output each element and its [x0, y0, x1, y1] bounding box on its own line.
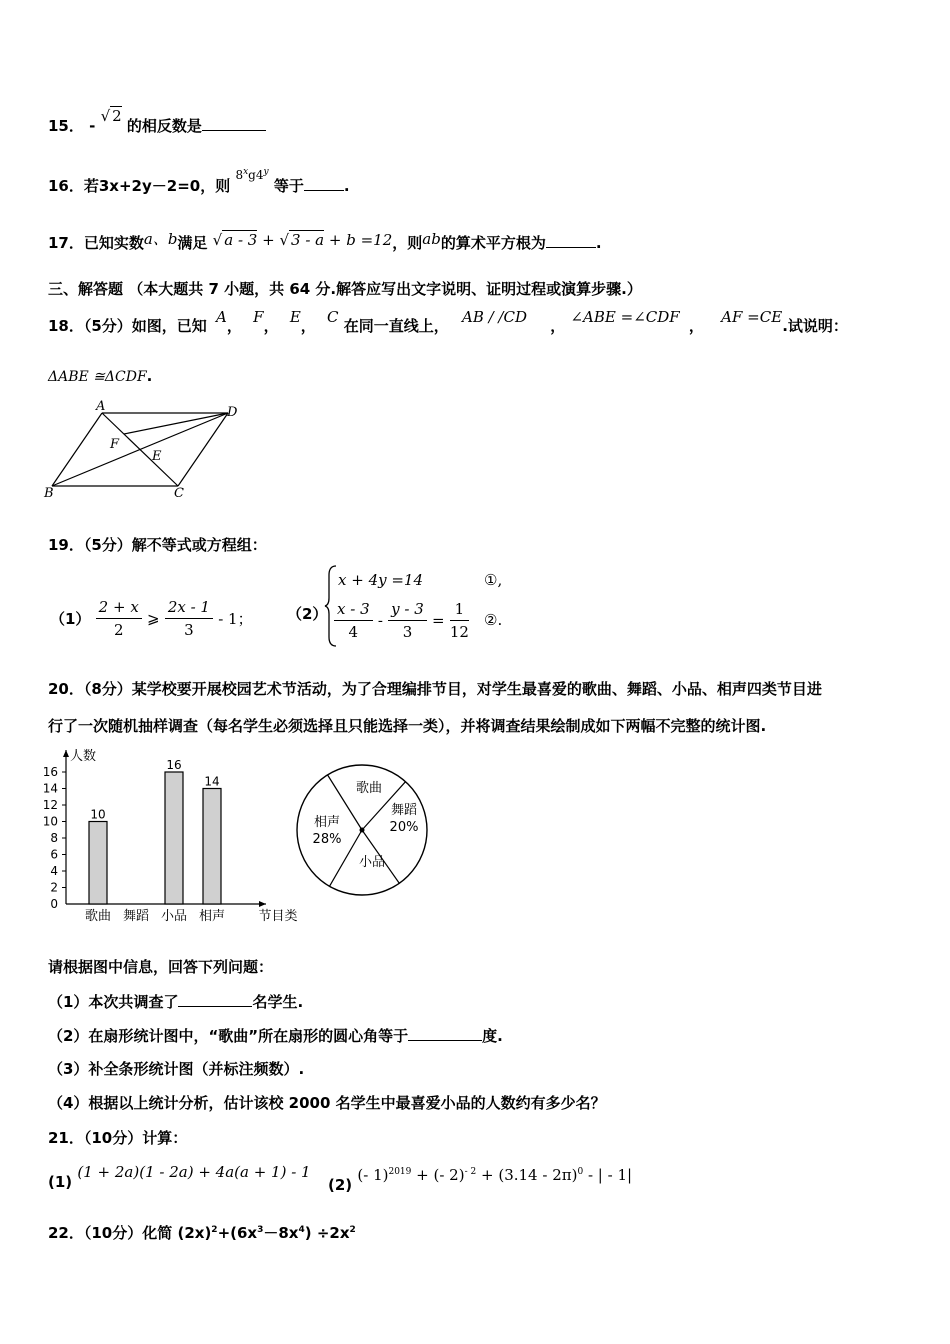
- question-22: [48, 1220, 356, 1243]
- q17-vars: a、b: [143, 230, 178, 248]
- q16-exp-x: x: [243, 167, 249, 177]
- q19-e2-minus: -: [377, 611, 383, 630]
- x-tick-label: 相声: [198, 909, 226, 924]
- q18-comma-1: ，: [226, 317, 242, 335]
- pie-label-小品: 小品: [358, 855, 386, 870]
- x-axis-label: 节目类: [258, 909, 298, 924]
- q17-period: .: [595, 234, 602, 252]
- q17-ab: ab: [422, 230, 441, 248]
- q16-tail: 等于: [273, 177, 304, 195]
- q21-p1-label: (1): [48, 1173, 73, 1191]
- q15-negative-sign: -: [89, 117, 96, 135]
- q21-part-1: [48, 1162, 311, 1191]
- q20-s1-tail: 名学生.: [252, 993, 304, 1011]
- q20-line-2: 行了一次随机抽样调查（每名学生必须选择且只能选择一类），并将调查结果绘制成如下两幅不完整的统计图.: [48, 717, 767, 735]
- q19-p1-denominator-1: 2: [113, 621, 124, 639]
- q15-number: 15．: [48, 117, 84, 135]
- label-f: F: [110, 437, 120, 452]
- q18-comma-2: ，: [263, 317, 279, 335]
- q21-exp-1: 2019: [388, 1167, 412, 1177]
- q19-p1-numerator-1: 2 + x: [96, 596, 142, 619]
- bar-value-label: 10: [90, 807, 106, 822]
- q19-equation-1-mark: ①,: [484, 571, 503, 589]
- q20-line-1: 20．（8分）某学校要开展校园艺术节活动，为了合理编排节目，对学生最喜爱的歌曲、舞蹈、小品、相声四类节目进: [48, 680, 822, 698]
- q18-point-f: F: [253, 308, 264, 326]
- q21-part-2: [328, 1162, 633, 1194]
- q22-text-2: +(6x: [217, 1224, 258, 1242]
- q19-equation-1: x + 4y =14: [338, 571, 424, 589]
- q19-p1-denominator-2: 3: [184, 621, 194, 639]
- q16-number: 16．若: [48, 177, 99, 195]
- q21-term-4: - | - 1|: [583, 1166, 633, 1184]
- q22-text-1: 22．（10分）化简 (2x): [48, 1224, 212, 1242]
- q21-term-2: + (- 2): [411, 1166, 465, 1184]
- bar-歌曲: [89, 822, 107, 905]
- q19-e2-numerator-3: 1: [450, 598, 469, 621]
- x-tick-label: 小品: [160, 909, 188, 924]
- y-tick-label: 0: [50, 897, 58, 911]
- q16-base-4: 4: [255, 168, 264, 182]
- pie-label-舞蹈: 舞蹈: [390, 803, 418, 818]
- pie-chart: [292, 760, 442, 900]
- question-21: 21．（10分）计算：: [48, 1129, 188, 1147]
- x-axis-arrow: [259, 901, 266, 907]
- q18-parallel: AB / /CD: [461, 308, 527, 326]
- q19-equation-2: [334, 598, 469, 643]
- q18-point-c: C: [327, 308, 339, 326]
- q18-angle-equal: ∠ABE =∠CDF: [570, 308, 680, 326]
- q20-sub-4: （4）根据以上统计分析，估计该校 2000 名学生中最喜爱小品的人数约有多少名？: [48, 1094, 606, 1112]
- q18-comma-4: ，: [550, 317, 566, 335]
- q19-e2-fraction-2: [388, 598, 427, 643]
- q20-sub-2: [48, 1025, 503, 1046]
- question-17: [48, 232, 602, 253]
- q21-p1-expression: (1 + 2a)(1 - 2a) + 4a(a + 1) - 1: [77, 1163, 311, 1181]
- q19-e2-fraction-1: [334, 598, 373, 643]
- section-3-heading: 三、解答题 （本大题共 7 小题，共 64 分.解答应写出文字说明、证明过程或演算步骤.）: [48, 280, 642, 298]
- x-tick-label: 舞蹈: [122, 909, 150, 924]
- y-axis-arrow: [63, 750, 69, 757]
- pie-percent-label: 28%: [312, 832, 342, 847]
- q22-exp-1: 2: [211, 1225, 218, 1235]
- q20-s1-blank[interactable]: [178, 991, 252, 1007]
- q17-then: ，则: [392, 234, 423, 252]
- q17-radicand-2: 3 - a: [291, 231, 325, 249]
- question-19: 19．（5分）解不等式或方程组：: [48, 536, 267, 554]
- q22-text-4: ) ÷2x: [304, 1224, 350, 1242]
- x-tick-label: 歌曲: [84, 909, 112, 924]
- q20-s2-blank[interactable]: [408, 1025, 482, 1041]
- q19-p1-fraction-1: [96, 596, 142, 641]
- q17-plus: +: [262, 231, 275, 249]
- y-tick-label: 12: [42, 798, 58, 812]
- q17-condition-label: 满足: [177, 234, 208, 252]
- q19-equation-2-mark: ②.: [484, 611, 503, 629]
- y-tick-label: 14: [42, 781, 58, 796]
- q21-exp-3: 0: [577, 1167, 584, 1177]
- q19-e2-denominator-1: 4: [348, 623, 359, 641]
- bar-chart: [38, 742, 298, 932]
- y-tick-label: 4: [50, 864, 58, 878]
- pie-label-相声: 相声: [313, 815, 341, 830]
- q17-answer-blank[interactable]: [546, 232, 596, 248]
- q21-term-1: (- 1): [357, 1166, 389, 1184]
- q18-conclusion: [48, 366, 152, 387]
- q16-exp-y: y: [263, 167, 269, 177]
- segment-fd: [124, 413, 228, 434]
- q18-point-e: E: [289, 308, 301, 326]
- q21-term-3: + (3.14 - 2π): [476, 1166, 578, 1184]
- q18-tail: .试说明：: [782, 317, 848, 335]
- label-a: A: [96, 399, 106, 414]
- question-15: [48, 107, 266, 136]
- q19-e2-denominator-2: 3: [402, 623, 413, 641]
- q17-equation: √ a - 3 + √ 3 - a + b =12: [212, 231, 393, 249]
- q21-p2-label: (2): [328, 1176, 353, 1194]
- q17-equation-rest: + b =12: [328, 231, 393, 249]
- q18-comma-3: ，: [300, 317, 316, 335]
- q17-number: 17．已知实数: [48, 234, 144, 252]
- q18-period: .: [146, 367, 153, 385]
- q19-p1-geq: ⩾: [147, 609, 160, 628]
- q19-e2-equals: =: [432, 611, 445, 630]
- q17-radicand-1: a - 3: [224, 231, 258, 249]
- q22-exp-3: 4: [298, 1225, 305, 1235]
- q19-p1-numerator-2: 2x - 1: [165, 596, 213, 619]
- q19-e2-numerator-1: x - 3: [334, 598, 373, 621]
- q22-text-3: －8x: [263, 1224, 299, 1242]
- bar-相声: [203, 789, 221, 905]
- q20-s1-text: （1）本次共调查了: [48, 993, 179, 1011]
- q16-answer-blank[interactable]: [304, 175, 344, 191]
- label-c: C: [174, 486, 184, 501]
- segment-bd-through-e: [52, 413, 228, 486]
- q19-p1-fraction-2: [165, 596, 213, 641]
- q18-af-ce: AF =CE: [721, 308, 783, 326]
- q20-s2-text: （2）在扇形统计图中，“歌曲”所在扇形的圆心角等于: [48, 1027, 409, 1045]
- pie-center: [360, 828, 365, 833]
- q16-expression: [235, 168, 268, 182]
- q19-p1-label: （1）: [50, 610, 91, 628]
- q16-condition: 3x+2y－2=0，则: [98, 177, 231, 195]
- y-tick-label: 8: [50, 831, 58, 845]
- q22-exp-4: 2: [349, 1225, 356, 1235]
- q18-comma-5: ，: [688, 317, 704, 335]
- label-e: E: [152, 449, 162, 464]
- q15-sqrt: √ 2: [100, 107, 122, 125]
- y-tick-label: 2: [50, 880, 58, 895]
- pie-label-歌曲: 歌曲: [355, 781, 383, 796]
- label-d: D: [227, 405, 238, 420]
- q21-exp-2: - 2: [464, 1167, 477, 1177]
- bar-value-label: 16: [166, 758, 182, 772]
- q19-e2-numerator-2: y - 3: [388, 598, 427, 621]
- q18-collinear-text: 在同一直线上，: [343, 317, 449, 335]
- q19-e2-fraction-3: [450, 598, 469, 643]
- q15-text: 的相反数是: [126, 117, 202, 135]
- bar-小品: [165, 772, 183, 904]
- q22-exp-2: 3: [257, 1225, 264, 1235]
- q20-intro: 请根据图中信息，回答下列问题：: [48, 958, 274, 976]
- q16-base-8: 8: [235, 168, 244, 182]
- pie-percent-label: 20%: [389, 820, 419, 835]
- q16-g: g: [248, 168, 256, 182]
- q18-number: 18．（5分）如图，已知: [48, 317, 207, 335]
- question-16: [48, 167, 350, 197]
- q20-sub-1: [48, 991, 303, 1012]
- q15-radicand: 2: [112, 107, 122, 125]
- q18-congruence: ΔABE ≅ΔCDF: [48, 369, 147, 385]
- q18-point-a: A: [216, 308, 227, 326]
- bar-value-label: 14: [204, 774, 220, 789]
- q19-e2-denominator-3: 12: [449, 623, 469, 641]
- q17-tail: 的算术平方根为: [440, 234, 546, 252]
- y-tick-label: 10: [42, 814, 58, 829]
- q15-answer-blank[interactable]: [202, 115, 266, 131]
- q16-period: .: [343, 177, 350, 195]
- q19-p2-label: （2）: [287, 605, 328, 623]
- y-tick-label: 16: [42, 765, 58, 779]
- q19-p1-tail: - 1；: [218, 610, 253, 628]
- q20-sub-3: （3）补全条形统计图（并标注频数）.: [48, 1060, 305, 1078]
- label-b: B: [44, 486, 54, 501]
- q20-s2-tail: 度.: [482, 1027, 503, 1045]
- question-18: [48, 308, 848, 336]
- q19-part-1: [50, 596, 253, 641]
- q18-figure: [40, 398, 250, 508]
- y-tick-label: 6: [50, 847, 58, 862]
- q21-p2-expression: [357, 1166, 632, 1184]
- y-axis-label: 人数: [70, 749, 97, 764]
